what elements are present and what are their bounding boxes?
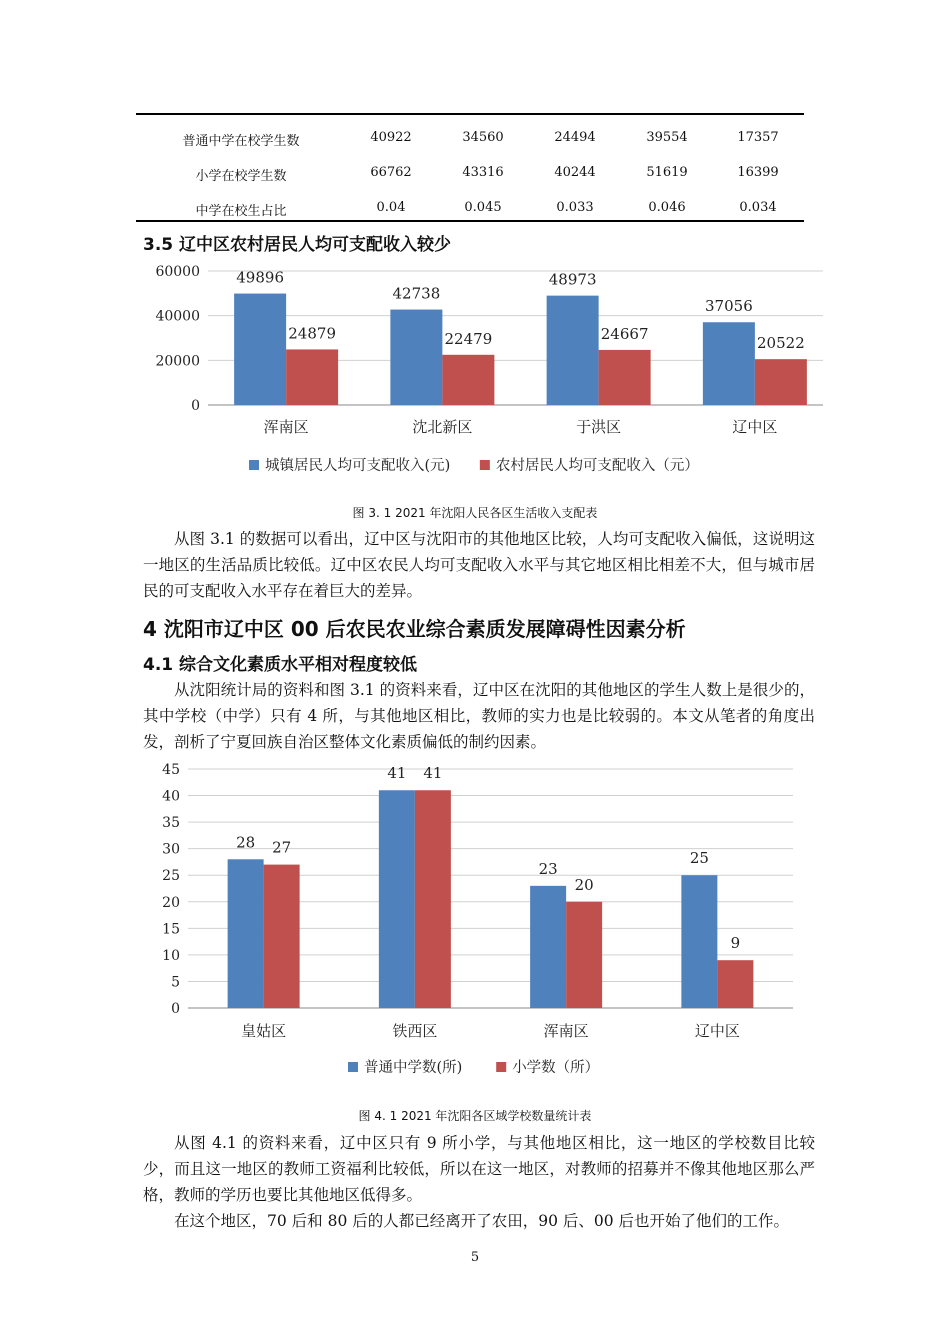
row-label: 中学在校生占比: [195, 204, 287, 219]
bar: [379, 790, 415, 1008]
data-label: 22479: [444, 329, 493, 348]
x-category-label: 沈北新区: [412, 418, 473, 436]
table-cell: 24494: [554, 130, 596, 145]
table-cell: 16399: [737, 165, 779, 180]
table-cell: 0.04: [376, 200, 406, 215]
legend-label: 农村居民人均可支配收入（元）: [495, 458, 699, 474]
paragraph-4-1: [143, 677, 815, 755]
y-tick-label: 5: [171, 974, 180, 991]
paragraph-4-2: [143, 1130, 815, 1234]
x-category-label: 辽中区: [694, 1022, 740, 1040]
legend-label: 普通中学数(所): [364, 1060, 463, 1076]
y-tick-label: 10: [162, 947, 180, 964]
y-tick-label: 45: [162, 762, 180, 778]
y-tick-label: 40: [162, 788, 180, 805]
schools-bar-chart: [143, 755, 823, 1095]
x-category-label: 于洪区: [576, 418, 622, 436]
table-cell: 39554: [646, 130, 688, 145]
y-tick-label: 0: [191, 398, 200, 414]
y-tick-label: 60000: [155, 264, 200, 280]
figure-3-1-caption: 图 3. 1 2021 年沈阳人民各区生活收入支配表: [352, 506, 598, 520]
y-tick-label: 35: [162, 815, 180, 832]
legend-label: 城镇居民人均可支配收入(元): [265, 458, 451, 474]
legend-label: 小学数（所）: [512, 1060, 600, 1076]
table-cell: 43316: [462, 165, 504, 180]
table-cell: 66762: [370, 165, 412, 180]
x-category-label: 浑南区: [263, 418, 309, 436]
table-bottom-rule: [136, 220, 804, 222]
data-label: 25: [689, 849, 709, 868]
data-label: 28: [236, 833, 256, 852]
section-4-1-heading: 4.1 综合文化素质水平相对程度较低: [143, 655, 418, 675]
data-label: 37056: [705, 297, 753, 316]
bar: [547, 296, 599, 405]
y-tick-label: 15: [162, 921, 180, 938]
data-label: 27: [272, 838, 292, 857]
bar: [234, 294, 286, 405]
bar: [755, 359, 807, 405]
y-tick-label: 25: [162, 868, 180, 885]
y-tick-label: 0: [171, 1001, 180, 1017]
bar: [264, 865, 300, 1008]
x-category-label: 浑南区: [543, 1022, 589, 1040]
table-cell: 0.045: [464, 200, 502, 215]
bar: [390, 310, 442, 405]
bar: [442, 355, 494, 405]
paragraph-text: 从图 4.1 的资料来看，辽中区只有 9 所小学，与其他地区相比，这一地区的学校数目比较少，而且这一地区的教师工资福利比较低，所以在这一地区，对教师的招募并不像其他地区那么严格，教师的学历也要比其他地区低得多。: [143, 1134, 815, 1204]
data-label: 24667: [600, 324, 649, 343]
row-label: 普通中学在校学生数: [182, 134, 300, 149]
y-tick-label: 20: [162, 894, 180, 911]
table-cell: 40922: [370, 130, 412, 145]
bar: [566, 902, 602, 1008]
data-label: 41: [423, 764, 443, 783]
section-4-heading: 4 沈阳市辽中区 00 后农民农业综合素质发展障碍性因素分析: [143, 617, 686, 641]
page-number: 5: [470, 1250, 480, 1265]
data-label: 20522: [757, 334, 805, 353]
data-label: 24879: [288, 324, 336, 343]
table-row: [136, 165, 804, 191]
legend-swatch: [348, 1062, 358, 1072]
legend-swatch: [496, 1062, 506, 1072]
bar: [415, 790, 451, 1008]
table-row: [136, 130, 804, 156]
data-label: 41: [387, 764, 407, 783]
data-label: 9: [730, 934, 741, 953]
x-category-label: 辽中区: [732, 418, 778, 436]
table-cell: 40244: [554, 165, 596, 180]
legend-swatch: [480, 460, 490, 470]
table-cell: 0.033: [556, 200, 594, 215]
table-top-rule: [136, 113, 804, 115]
table-cell: 17357: [737, 130, 779, 145]
table-cell: 0.034: [739, 200, 777, 215]
legend-swatch: [249, 460, 259, 470]
data-label: 48973: [548, 270, 597, 289]
bar: [681, 875, 717, 1008]
y-tick-label: 20000: [155, 353, 200, 370]
bar: [703, 322, 755, 405]
bar: [599, 350, 651, 405]
table-cell: 0.046: [648, 200, 686, 215]
row-label: 小学在校学生数: [195, 169, 287, 184]
table-cell: 34560: [462, 130, 504, 145]
data-label: 42738: [392, 284, 441, 303]
table-row: [136, 200, 804, 226]
y-tick-label: 30: [162, 841, 180, 858]
paragraph-text: 在这个地区，70 后和 80 后的人都已经离开了农田，90 后、00 后也开始了他们的工作。: [174, 1212, 790, 1230]
data-label: 23: [538, 859, 558, 878]
x-category-label: 皇姑区: [241, 1022, 287, 1040]
data-label: 20: [574, 875, 594, 894]
paragraph-text: 从图 3.1 的数据可以看出，辽中区与沈阳市的其他地区比较，人均可支配收入偏低，这说明这一地区的生活品质比较低。辽中区农民人均可支配收入水平与其它地区相比相差不大，但与城市居民的可支配收入水平存在着巨大的差异。: [143, 530, 815, 600]
x-category-label: 铁西区: [392, 1022, 438, 1040]
data-label: 49896: [236, 268, 284, 287]
paragraph-text: 从沈阳统计局的资料和图 3.1 的资料来看，辽中区在沈阳的其他地区的学生人数上是很少的，其中学校（中学）只有 4 所，与其他地区相比，教师的实力也是比较弱的。本文从笔者的角度出发，剖析了宁夏回族自治区整体文化素质偏低的制约因素。: [143, 681, 815, 751]
section-3-5-heading: 3.5 辽中区农村居民人均可支配收入较少: [143, 235, 452, 255]
income-bar-chart: [143, 255, 823, 490]
bar: [228, 859, 264, 1008]
figure-4-1-caption: 图 4. 1 2021 年沈阳各区域学校数量统计表: [358, 1109, 592, 1123]
table-cell: 51619: [646, 165, 688, 180]
paragraph-3-1: [143, 526, 815, 604]
y-tick-label: 40000: [155, 308, 200, 325]
bar: [286, 349, 338, 405]
bar: [717, 960, 753, 1008]
bar: [530, 886, 566, 1008]
